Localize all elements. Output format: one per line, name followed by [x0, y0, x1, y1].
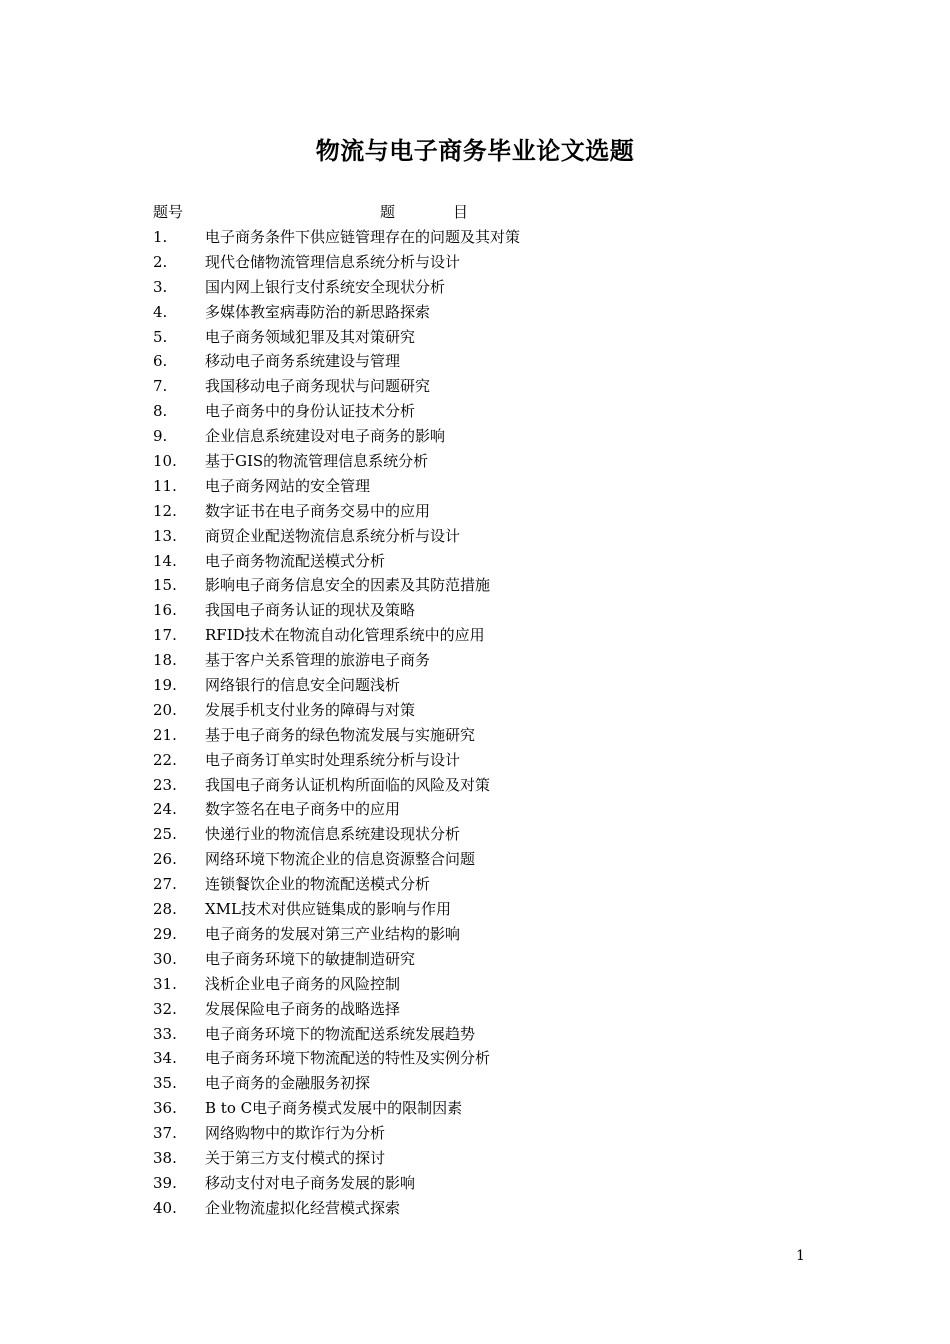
topic-title: 连锁餐饮企业的物流配送模式分析: [205, 875, 431, 894]
list-item: [153, 773, 713, 798]
topic-title: 浅析企业电子商务的风险控制: [205, 974, 401, 993]
topic-number: 7.: [153, 377, 168, 396]
header-topic-label: 题目: [380, 203, 527, 221]
topic-number: 8.: [153, 402, 168, 421]
topic-title: 电子商务的发展对第三产业结构的影响: [205, 924, 461, 943]
list-item: [153, 349, 713, 374]
topic-title: 发展手机支付业务的障碍与对策: [205, 700, 416, 719]
topic-number: 31.: [153, 974, 177, 993]
list-item: [153, 972, 713, 997]
topic-title: 快递行业的物流信息系统建设现状分析: [205, 825, 461, 844]
list-item: [153, 499, 713, 524]
topic-title: B to C电子商务模式发展中的限制因素: [205, 1099, 463, 1118]
list-item: [153, 474, 713, 499]
topic-number: 17.: [153, 626, 177, 645]
list-item: [153, 1196, 713, 1221]
list-item: [153, 922, 713, 947]
topic-number: 25.: [153, 825, 177, 844]
list-item: [153, 723, 713, 748]
list-item: [153, 1171, 713, 1196]
page-number: 1: [796, 1248, 805, 1264]
topic-title: 电子商务条件下供应链管理存在的问题及其对策: [205, 228, 521, 246]
topic-title: 我国电子商务认证机构所面临的风险及对策: [205, 775, 491, 794]
list-item: [153, 300, 713, 325]
list-item: [153, 325, 713, 350]
list-item: [153, 698, 713, 723]
list-item: [153, 399, 713, 424]
list-item: [153, 424, 713, 449]
topic-title: 企业物流虚拟化经营模式探索: [205, 1198, 401, 1217]
topic-title: 电子商务中的身份认证技术分析: [205, 402, 416, 421]
topic-title: 电子商务的金融服务初探: [205, 1074, 371, 1093]
list-item: [153, 673, 713, 698]
list-item: [153, 1071, 713, 1096]
list-item: [153, 847, 713, 872]
list-item: [153, 872, 713, 897]
topic-number: 29.: [153, 924, 177, 943]
list-item: [153, 1121, 713, 1146]
list-item: [153, 449, 713, 474]
list-item: [153, 1146, 713, 1171]
topic-title: 电子商务环境下的敏捷制造研究: [205, 949, 416, 968]
topic-number: 6.: [153, 352, 168, 371]
topic-number: 35.: [153, 1074, 177, 1093]
list-item: [153, 1096, 713, 1121]
topic-number: 19.: [153, 676, 177, 695]
topic-title: 基于客户关系管理的旅游电子商务: [205, 651, 431, 670]
topic-title: 电子商务环境下物流配送的特性及实例分析: [205, 1049, 491, 1068]
topic-title: 移动支付对电子商务发展的影响: [205, 1173, 416, 1192]
topic-title: 发展保险电子商务的战略选择: [205, 999, 401, 1018]
topic-number: 11.: [153, 476, 177, 495]
topic-number: 3.: [153, 277, 168, 296]
topic-title: 电子商务物流配送模式分析: [205, 551, 386, 570]
topic-number: 18.: [153, 651, 177, 670]
list-item: [153, 797, 713, 822]
topic-title: 网络环境下物流企业的信息资源整合问题: [205, 850, 476, 869]
topic-title: 基于GIS的物流管理信息系统分析: [205, 452, 429, 471]
list-item: [153, 524, 713, 549]
topic-number: 37.: [153, 1124, 177, 1143]
topic-title: 商贸企业配送物流信息系统分析与设计: [205, 526, 461, 545]
topic-title: 现代仓储物流管理信息系统分析与设计: [205, 252, 461, 271]
topic-title: XML技术对供应链集成的影响与作用: [205, 900, 452, 919]
topic-number: 33.: [153, 1024, 177, 1043]
list-item: [153, 748, 713, 773]
list-item: [153, 598, 713, 623]
topic-number: 2.: [153, 252, 168, 271]
topic-number: 40.: [153, 1198, 177, 1217]
topic-number: 4.: [153, 302, 168, 321]
topic-title: RFID技术在物流自动化管理系统中的应用: [205, 626, 485, 645]
topic-number: 24.: [153, 800, 177, 819]
topic-list: [153, 225, 713, 1221]
list-item: [153, 573, 713, 598]
header-number-label: 题号: [153, 203, 184, 221]
topic-number: 1.: [153, 228, 168, 246]
topic-number: 14.: [153, 551, 177, 570]
list-item: [153, 1046, 713, 1071]
topic-number: 36.: [153, 1099, 177, 1118]
topic-title: 基于电子商务的绿色物流发展与实施研究: [205, 725, 476, 744]
topic-title: 关于第三方支付模式的探讨: [205, 1148, 386, 1167]
list-item: [153, 648, 713, 673]
topic-title: 数字证书在电子商务交易中的应用: [205, 501, 431, 520]
list-item: [153, 1022, 713, 1047]
document-title: 物流与电子商务毕业论文选题: [315, 136, 635, 165]
list-item: [153, 374, 713, 399]
topic-number: 38.: [153, 1148, 177, 1167]
list-item: [153, 225, 713, 250]
topic-number: 21.: [153, 725, 177, 744]
list-item: [153, 623, 713, 648]
topic-number: 16.: [153, 601, 177, 620]
topic-number: 22.: [153, 750, 177, 769]
topic-title: 我国电子商务认证的现状及策略: [205, 601, 416, 620]
topic-number: 10.: [153, 452, 177, 471]
topic-title: 电子商务订单实时处理系统分析与设计: [205, 750, 461, 769]
topic-number: 23.: [153, 775, 177, 794]
topic-number: 13.: [153, 526, 177, 545]
list-item: [153, 549, 713, 574]
topic-number: 26.: [153, 850, 177, 869]
topic-number: 34.: [153, 1049, 177, 1068]
topic-number: 28.: [153, 900, 177, 919]
list-item: [153, 947, 713, 972]
list-item: [153, 275, 713, 300]
topic-number: 5.: [153, 327, 168, 346]
topic-title: 多媒体教室病毒防治的新思路探索: [205, 302, 431, 321]
topic-number: 20.: [153, 700, 177, 719]
list-item: [153, 822, 713, 847]
topic-title: 网络购物中的欺诈行为分析: [205, 1124, 386, 1143]
topic-title: 国内网上银行支付系统安全现状分析: [205, 277, 446, 296]
topic-title: 电子商务网站的安全管理: [205, 476, 371, 495]
topic-title: 数字签名在电子商务中的应用: [205, 800, 401, 819]
topic-number: 12.: [153, 501, 177, 520]
topic-number: 27.: [153, 875, 177, 894]
list-item: [153, 250, 713, 275]
topic-title: 影响电子商务信息安全的因素及其防范措施: [205, 576, 491, 595]
list-item: [153, 997, 713, 1022]
table-header: [153, 200, 653, 224]
topic-title: 网络银行的信息安全问题浅析: [205, 676, 401, 695]
topic-number: 9.: [153, 427, 168, 446]
topic-title: 企业信息系统建设对电子商务的影响: [205, 427, 446, 446]
topic-title: 电子商务环境下的物流配送系统发展趋势: [205, 1024, 476, 1043]
topic-title: 我国移动电子商务现状与问题研究: [205, 377, 431, 396]
topic-title: 电子商务领域犯罪及其对策研究: [205, 327, 416, 346]
list-item: [153, 897, 713, 922]
topic-number: 30.: [153, 949, 177, 968]
topic-number: 15.: [153, 576, 177, 595]
topic-title: 移动电子商务系统建设与管理: [205, 352, 401, 371]
topic-number: 39.: [153, 1173, 177, 1192]
topic-number: 32.: [153, 999, 177, 1018]
